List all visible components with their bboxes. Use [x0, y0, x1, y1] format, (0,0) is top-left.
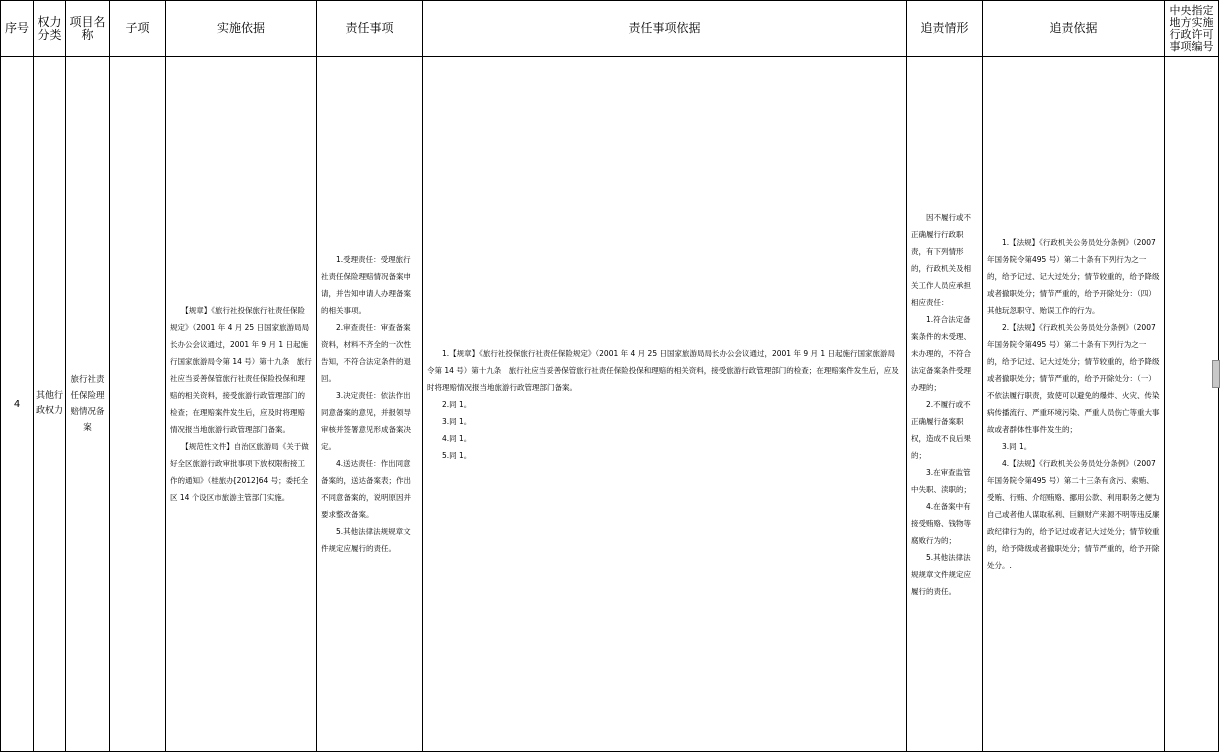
cell-accountability: 因不履行或不正确履行行政职责，有下列情形的，行政机关及相关工作人员应承担相应责任： 1.符合法定备案条件的未受理、未办理的，不符合法定备案条件受理办理的； 2.不履行或不正确履行备案职权，造成不良后果的； 3.在审查监管中失职、渎职的； 4.在备案中有接受贿赂、钱物等腐败行为的； 5.其他法律法规规章文件规定应履行的责任。: [907, 57, 983, 752]
cell-basis: 【规章】《旅行社投保旅行社责任保险规定》（2001 年 4 月 25 日国家旅游局局长办公会议通过，2001 年 9 月 1 日起施行国家旅游局令第 14 号）第十九条 旅行社应当妥善保管旅行社责任保险投保和理赔的相关资料，接受旅游行政管理部门的检查；在理赔案件发生后，应及时将理赔情况报当地旅游行政管理部门备案。 【规范性文件】自治区旅游局《关于做好全区旅游行政审批事项下放权限衔接工作的通知》（桂旅办[2012]64 号；委托全区 14 个设区市旅游主管部门实施。: [166, 57, 317, 752]
header-accountability-basis: 追责依据: [983, 1, 1165, 57]
header-item-name: 项目名称: [66, 1, 110, 57]
header-row: [1, 1, 1219, 57]
cell-accountability-basis: 1.【法规】《行政机关公务员处分条例》（2007 年国务院令第495 号）第二十条有下列行为之一的，给予记过、记大过处分；情节较重的，给予降级或者撤职处分；情节严重的，给予开除处分：（四）其他玩忽职守、贻误工作的行为。 2.【法规】《行政机关公务员处分条例》（2007 年国务院令第495 号）第二十条有下列行为之一的，给予记过、记大过处分；情节较重的，给予降级或者撤职处分；情节严重的，给予开除处分：（一）不依法履行职责，致使可以避免的爆炸、火灾、传染病传播流行、严重环境污染、严重人员伤亡等重大事故或者群体性事件发生的； 3.同 1。 4.【法规】《行政机关公务员处分条例》（2007 年国务院令第495 号）第二十三条有贪污、索贿、受贿、行贿、介绍贿赂、挪用公款、利用职务之便为自己或者他人谋取私利、巨额财产来源不明等违反廉政纪律行为的，给予记过或者记大过处分；情节较重的，给予降级或者撤职处分；情节严重的，给予开除处分。.: [983, 57, 1165, 752]
cell-central-code: [1165, 57, 1219, 752]
header-accountability: 追责情形: [907, 1, 983, 57]
header-category: 权力分类: [34, 1, 66, 57]
side-scroll-handle[interactable]: [1212, 360, 1220, 388]
header-duty-basis: 责任事项依据: [423, 1, 907, 57]
header-central-code: 中央指定地方实施行政许可事项编号: [1165, 1, 1219, 57]
header-duty: 责任事项: [317, 1, 423, 57]
cell-item-name: 旅行社责任保险理赔情况备案: [66, 57, 110, 752]
header-sub-item: 子项: [110, 1, 166, 57]
header-seq: 序号: [1, 1, 34, 57]
cell-duty-basis: 1.【规章】《旅行社投保旅行社责任保险规定》（2001 年 4 月 25 日国家旅游局局长办公会议通过，2001 年 9 月 1 日起施行国家旅游局令第 14 号）第十九条 旅行社应当妥善保管旅行社责任保险投保和理赔的相关资料，接受旅游行政管理部门的检查；在理赔案件发生后，应及时将理赔情况报当地旅游行政管理部门备案。 2.同 1。 3.同 1。 4.同 1。 5.同 1。: [423, 57, 907, 752]
cell-sub-item: [110, 57, 166, 752]
cell-category: 其他行政权力: [34, 57, 66, 752]
header-basis: 实施依据: [166, 1, 317, 57]
table-row: [1, 57, 1219, 752]
cell-duty: 1.受理责任：受理旅行社责任保险理赔情况备案申请，并告知申请人办理备案的相关事项。 2.审查责任：审查备案资料，材料不齐全的一次性告知，不符合法定条件的退回。 3.决定责任：依法作出同意备案的意见，并报领导审核并签署意见形成备案决定。 4.送达责任：作出同意备案的，送达备案表；作出不同意备案的，说明原因并要求整改备案。 5.其他法律法规规章文件规定应履行的责任。: [317, 57, 423, 752]
cell-seq: 4: [1, 57, 34, 752]
